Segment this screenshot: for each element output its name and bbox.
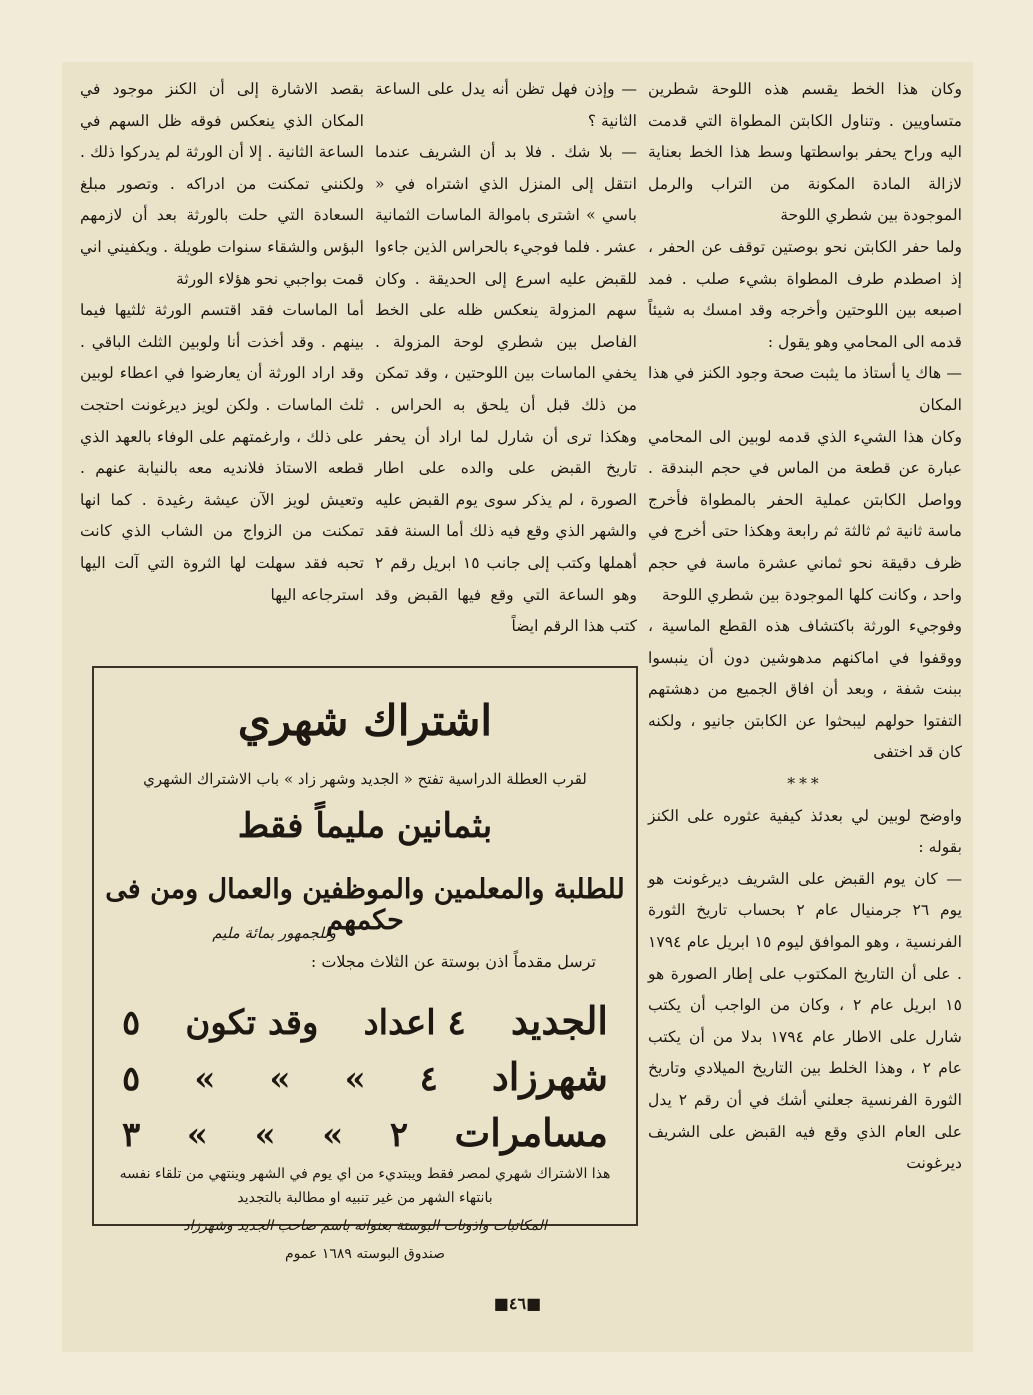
- ad-terms: هذا الاشتراك شهري لمصر فقط ويبتديء من اي يوم في الشهر وينتهي من تلقاء نفسه بانتهاء الشهر من غير تنبيه او مطالبة بالتجديد: [119, 1166, 611, 1206]
- paragraph: وفوجيء الورثة باكتشاف هذه القطع الماسية ، ووقفوا في اماكنهم مدهوشين دون أن ينبسوا ببنت شفة ، وبعد أن افاق الجميع من دهشتهم التفتوا حولهم ليبحثوا عن الكابتن جانيو ، ولكنه كان قد اختفى: [648, 617, 962, 762]
- rate-cell: ٥: [122, 1003, 141, 1043]
- rate-cell: وقد تكون: [185, 1003, 319, 1043]
- section-separator: ***: [787, 775, 823, 794]
- rate-cell: ٥: [122, 1059, 141, 1099]
- ad-contact: المكاتبات واذونات البوستة بعنوانه باسم صاحب الجديد وشهرزاد: [183, 1218, 547, 1234]
- ad-price: بثمانين مليماً فقط: [237, 806, 493, 846]
- rate-cell: »: [186, 1115, 208, 1155]
- rate-cell: »: [254, 1115, 276, 1155]
- article-column-left: [80, 74, 364, 611]
- rate-cell: »: [322, 1115, 344, 1155]
- ad-audience: للطلبة والمعلمين والموظفين والعمال ومن فى حكمهم: [105, 874, 625, 936]
- paragraph: ولما حفر الكابتن نحو بوصتين توقف عن الحفر ، إذ اصطدم طرف المطواة بشيء صلب . فمد اصبعه بين اللوحتين وأخرجه وقد امسك به شيئاً قدمه الى المحامي وهو يقول :: [648, 237, 962, 351]
- ad-intro: لقرب العطلة الدراسية تفتح « الجديد وشهر زاد » باب الاشتراك الشهري: [143, 770, 587, 788]
- magazine-page: [62, 62, 973, 1352]
- rate-cell: ٢: [389, 1115, 409, 1155]
- paragraph: أما الماسات فقد اقتسم الورثة ثلثيها فيما بينهم . وقد أخذت أنا ولوبين الثلث الباقي . وقد اراد الورثة أن يعارضوا في اعطاء لوبين ثلث الماسات . ولكن لويز ديرغونت احتجت على ذلك ، وارغمتهم على الوفاء بالعهد الذي قطعه الاستاذ فلانديه معه بالنيابة عنهم . وتعيش لويز الآن عيشة رغيدة . كما انها تمكنت من الزواج من الشاب الذي كانت تحبه فقد سهلت لها الثروة التي آلت اليها استرجاعه اليها: [80, 301, 364, 604]
- paragraph: — هاك يا أستاذ ما يثبت صحة وجود الكنز في هذا المكان: [648, 364, 962, 414]
- ad-rates-table: [122, 998, 608, 1166]
- article-column-right: [648, 74, 962, 1180]
- ad-rate-row: [122, 998, 608, 1054]
- magazine-name: شهرزاد: [491, 1054, 608, 1099]
- rate-cell: ٤: [419, 1059, 438, 1099]
- rate-cell: »: [344, 1059, 366, 1099]
- page-number: ■٤٦■: [493, 1294, 542, 1313]
- paragraph: — وإذن فهل تظن أنه يدل على الساعة الثانية ؟: [375, 80, 637, 130]
- rate-cell: ٣: [122, 1115, 141, 1155]
- paragraph: — كان يوم القبض على الشريف ديرغونت هو يوم ٢٦ جرمنيال عام ٢ بحساب تاريخ الثورة الفرنسية ، وهو الموافق ليوم ١٥ ابريل عام ١٧٩٤ . على أن التاريخ المكتوب على إطار الصورة هو ١٥ ابريل عام ٢ ، وكان من الواجب أن يكتب شارل على الاطار عام ١٧٩٤ بدلا من أن يكتب عام ٢ ، وهذا الخلط بين التاريخ الميلادي وتاريخ الثورة الفرنسية جعلني أشك في أن رقم ٢ يدل على العام الذي وقع فيه القبض على الشريف ديرغونت: [648, 869, 962, 1173]
- rate-cell: ٤ اعداد: [363, 1003, 466, 1043]
- ad-title: اشتراك شهري: [237, 696, 493, 745]
- paragraph: بقصد الاشارة إلى أن الكنز موجود في المكان الذي ينعكس فوقه ظل السهم في الساعة الثانية . إلا أن الورثة لم يدركوا ذلك . ولكنني تمكنت من ادراكه . وتصور مبلغ السعادة التي حلت بالورثة بعد أن لازمهم البؤس والشقاء سنوات طويلة . ويكفيني اني قمت بواجبي نحو هؤلاء الورثة: [80, 80, 364, 288]
- rate-cell: »: [269, 1059, 291, 1099]
- article-column-middle: [375, 74, 637, 643]
- ad-public-price: وللجمهور بمائة مليم: [212, 924, 336, 942]
- paragraph: واوضح لوبين لي بعدئذ كيفية عثوره على الكنز بقوله :: [648, 806, 962, 857]
- ad-rate-row: [122, 1054, 608, 1110]
- paragraph: وكان هذا الشيء الذي قدمه لوبين الى المحامي عبارة عن قطعة من الماس في حجم البندقة . وواصل الكابتن عملية الحفر بالمطواة فأخرج ماسة ثانية ثم ثالثة ثم رابعة وهكذا حتى أخرج في ظرف دقيقة نحو ثماني عشرة ماسة في حجم واحد ، وكانت كلها الموجودة بين شطري اللوحة: [648, 427, 962, 604]
- magazine-name: الجديد: [510, 998, 608, 1043]
- ad-rate-row: [122, 1110, 608, 1166]
- paragraph: — بلا شك . فلا بد أن الشريف عندما انتقل إلى المنزل الذي اشتراه في « باسي » اشترى باموالة الماسات الثمانية عشر . فلما فوجيء بالحراس الذين جاءوا للقبض عليه اسرع إلى الحديقة . وكان سهم المزولة ينعكس ظله على الخط الفاصل بين شطري لوحة المزولة . يخفي الماسات بين اللوحتين ، وقد تمكن من ذلك قبل أن يلحق به الحراس . وهكذا ترى أن شارل لما اراد أن يحفر تاريخ القبض على والده على اطار الصورة ، لم يذكر سوى يوم القبض عليه والشهر الذي وقع فيه ذلك أما السنة فقد أهملها وكتب إلى جانب ١٥ ابريل رقم ٢ وهو الساعة التي وقع فيها القبض وقد كتب هذا الرقم ايضاً: [375, 143, 637, 636]
- paragraph: وكان هذا الخط يقسم هذه اللوحة شطرين متساويين . وتناول الكابتن المطواة التي قدمت اليه وراح يحفر بواسطتها وسط هذا الخط بعناية لازالة المادة المكونة من التراب والرمل الموجودة بين شطري اللوحة: [648, 80, 962, 225]
- rate-cell: »: [194, 1059, 216, 1099]
- subscription-advertisement: [92, 666, 638, 1262]
- ad-pobox: صندوق البوسته ١٦٨٩ عموم: [285, 1246, 445, 1262]
- magazine-name: مسامرات: [454, 1110, 608, 1155]
- ad-send-note: ترسل مقدماً اذن بوستة عن الثلاث مجلات :: [310, 952, 596, 971]
